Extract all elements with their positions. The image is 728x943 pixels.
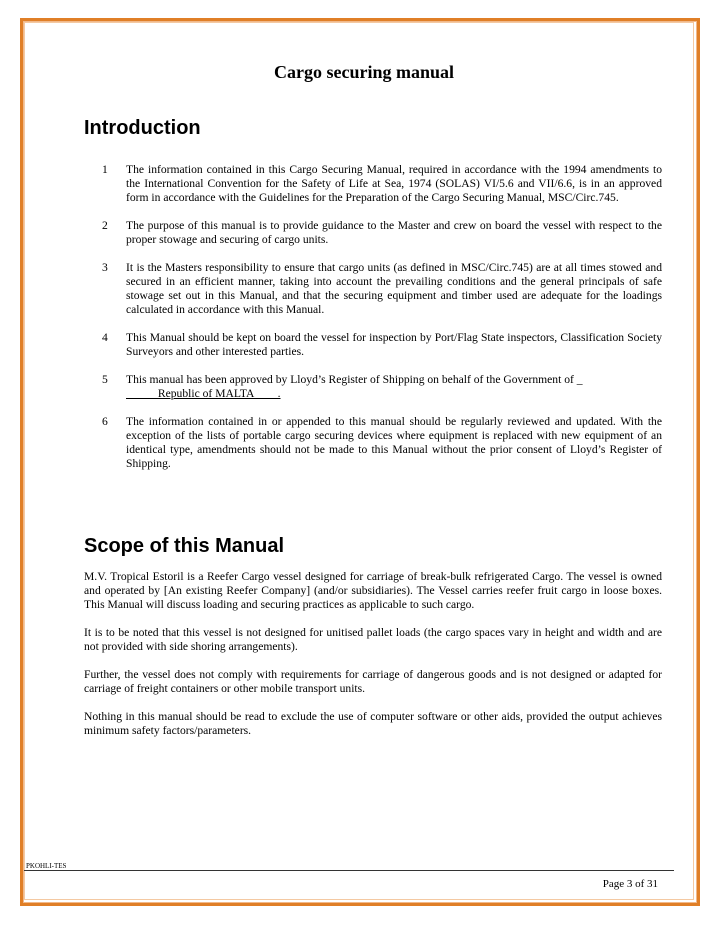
scope-paragraph: Nothing in this manual should be read to exclude the use of computer software or other aids, provided the output achieves minimum safety factors/parameters. xyxy=(84,710,662,737)
list-item xyxy=(102,219,662,247)
footer-divider xyxy=(24,870,674,871)
list-item xyxy=(102,415,662,471)
list-item-number: 3 xyxy=(102,261,108,274)
introduction-heading: Introduction xyxy=(84,117,201,139)
list-item xyxy=(102,331,662,359)
introduction-list xyxy=(102,163,662,485)
scope-body xyxy=(84,570,662,752)
scope-paragraph: It is to be noted that this vessel is not designed for unitised pallet loads (the cargo spaces vary in height and width and are not provided with side shoring arrangements). xyxy=(84,626,662,653)
list-item-number: 2 xyxy=(102,219,108,232)
page-number: Page 3 of 31 xyxy=(602,878,658,890)
list-item-text: The information contained in or appended to this manual should be regularly reviewed and updated. With the exception of the lists of portable cargo securing devices where equipment is replaced with new equipment of an identical type, amendments should not be made to this Manual without the prior consent of Lloyd’s Register of Shipping. xyxy=(126,415,662,470)
document-title: Cargo securing manual xyxy=(274,62,454,82)
footer-author-code: PKOHLI-TES xyxy=(26,862,67,870)
scope-heading: Scope of this Manual xyxy=(84,535,285,557)
list-item-number: 6 xyxy=(102,415,108,428)
list-item-text: This Manual should be kept on board the vessel for inspection by Port/Flag State inspectors, Classification Society Surveyors and other interested parties. xyxy=(126,331,662,358)
government-name: Republic of MALTA . xyxy=(126,387,281,400)
list-item xyxy=(102,261,662,317)
list-item-number: 4 xyxy=(102,331,108,344)
list-item-number: 5 xyxy=(102,373,108,386)
list-item-text: It is the Masters responsibility to ensure that cargo units (as defined in MSC/Circ.745) are at all times stowed and secured in an efficient manner, taking into account the prevailing conditions and the general principals of safe stowage set out in this Manual, and that the securing equipment and timber used are adequate for the loadings calculated in accordance with this Manual. xyxy=(126,261,662,316)
list-item xyxy=(102,373,662,401)
list-item-text: The information contained in this Cargo Securing Manual, required in accordance with the 1994 amendments to the International Convention for the Safety of Life at Sea, 1974 (SOLAS) VI/5.6 and VII/6.6, is in an approved form in accordance with the Guidelines for the Preparation of the Cargo Securing Manual, MSC/Circ.745. xyxy=(126,163,662,204)
scope-paragraph: M.V. Tropical Estoril is a Reefer Cargo vessel designed for carriage of break-bulk refrigerated Cargo. The vessel is owned and operated by [An existing Reefer Company] (and/or subsidiaries). The Vessel carries reefer fruit cargo in loose boxes. This Manual will discuss loading and securing practices as applicable to such cargo. xyxy=(84,570,662,611)
approval-text: This manual has been approved by Lloyd’s Register of Shipping on behalf of the Government of _ xyxy=(126,373,583,386)
list-item-text: The purpose of this manual is to provide guidance to the Master and crew on board the vessel with respect to the proper stowage and securing of cargo units. xyxy=(126,219,662,246)
scope-paragraph: Further, the vessel does not comply with requirements for carriage of dangerous goods and is not designed or adapted for carriage of freight containers or other mobile transport units. xyxy=(84,668,662,695)
list-item xyxy=(102,163,662,205)
list-item-text xyxy=(126,373,662,401)
list-item-number: 1 xyxy=(102,163,108,176)
